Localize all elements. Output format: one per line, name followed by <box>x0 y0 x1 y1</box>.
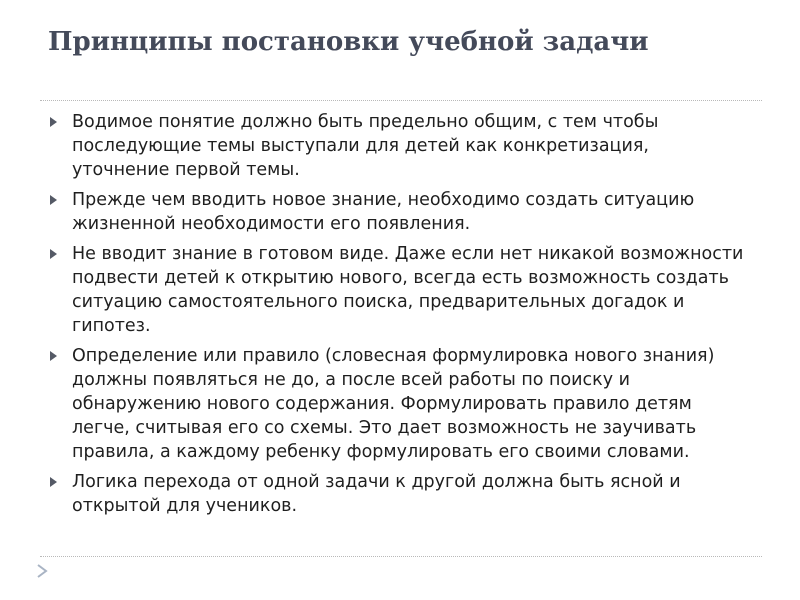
chevron-right-icon-graphic <box>36 564 48 578</box>
bullet-text: Логика перехода от одной задачи к другой должна быть ясной и открытой для учеников. <box>72 472 681 516</box>
triangle-bullet-icon <box>50 351 57 361</box>
footer-divider <box>40 556 762 557</box>
bullet-item <box>48 344 748 464</box>
bullet-item <box>48 470 748 518</box>
chevron-right-icon[interactable] <box>36 564 48 578</box>
bullet-item <box>48 188 748 236</box>
triangle-bullet-icon <box>50 195 57 205</box>
bullet-item <box>48 242 748 338</box>
triangle-bullet-icon <box>50 117 57 127</box>
bullet-text: Не вводит знание в готовом виде. Даже если нет никакой возможности подвести детей к открытию нового, всегда есть возможность создать ситуацию самостоятельного поиска, предварительных догадок и гипотез. <box>72 244 744 336</box>
bullet-item <box>48 110 748 182</box>
bullet-text: Определение или правило (словесная формулировка нового знания) должны появляться не до, а после всей работы по поиску и обнаружению нового содержания. Формулировать правило детям легче, считывая его со схемы. Это дает возможность не заучивать правила, а каждому ребенку формулировать его своими словами. <box>72 346 715 462</box>
bullet-text: Прежде чем вводить новое знание, необходимо создать ситуацию жизненной необходимости его появления. <box>72 190 695 234</box>
bullet-list <box>48 110 748 524</box>
triangle-bullet-icon <box>50 249 57 259</box>
triangle-bullet-icon <box>50 477 57 487</box>
title-divider <box>40 100 762 101</box>
slide-title: Принципы постановки учебной задачи <box>48 27 649 57</box>
bullet-text: Водимое понятие должно быть предельно общим, с тем чтобы последующие темы выступали для детей как конкретизация, уточнение первой темы. <box>72 112 659 180</box>
